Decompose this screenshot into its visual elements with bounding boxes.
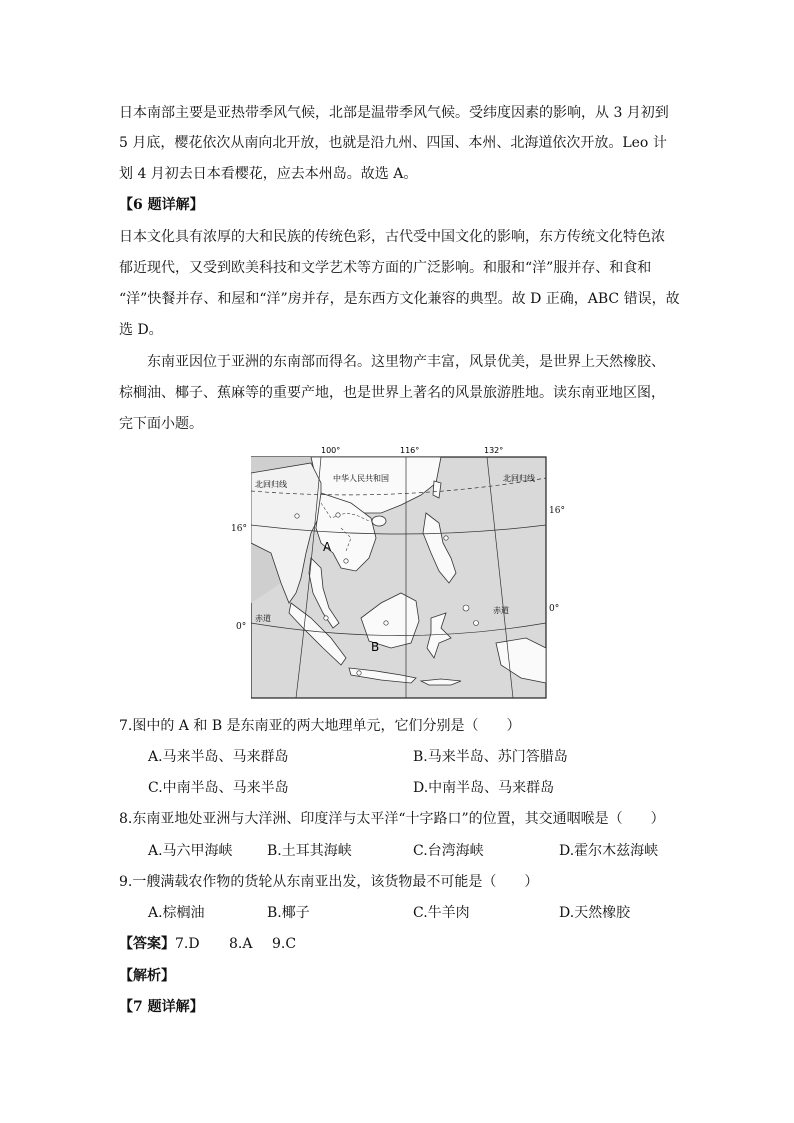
paragraph-line: 东南亚因位于亚洲的东南部而得名。这里物产丰富，风景优美，是世界上天然橡胶、 (147, 354, 665, 370)
question-option: B.椰子 (267, 905, 310, 921)
answer-item: 9.C (272, 936, 297, 952)
question-stem: 9.一艘满载农作物的货轮从东南亚出发，该货物最不可能是（ ） (119, 874, 539, 890)
region-label-b: B (371, 640, 380, 654)
paragraph-line: 选 D。 (119, 322, 163, 338)
latitude-label: 16° (231, 524, 247, 534)
question-option: C.中南半岛、马来半岛 (148, 780, 289, 796)
tropic-label: 北回归线 (255, 480, 287, 489)
capital-marker (444, 536, 448, 540)
paragraph-line: 日本文化具有浓厚的大和民族的传统色彩，古代受中国文化的影响，东方传统文化特色浓 (119, 229, 665, 245)
longitude-label: 100° (321, 446, 341, 455)
land-island (463, 605, 469, 611)
section-heading: 【7 题详解】 (119, 999, 204, 1015)
question-stem: 8.东南亚地处亚洲与大洋洲、印度洋与太平洋“十字路口”的位置，其交通咽喉是（ ） (119, 811, 665, 827)
question-option: B.马来半岛、苏门答腊岛 (413, 749, 568, 765)
answer-item: 7.D (175, 936, 200, 952)
equator-label: 赤道 (493, 606, 509, 615)
question-option: D.天然橡胶 (559, 905, 631, 921)
longitude-label: 132° (484, 446, 504, 455)
question-option: A.马六甲海峡 (148, 843, 233, 859)
paragraph-line: 郁近现代，又受到欧美科技和文学艺术等方面的广泛影响。和服和“洋”服并存、和食和 (119, 260, 652, 276)
paragraph-line: 5 月底，樱花依次从南向北开放，也就是沿九州、四国、本州、北海道依次开放。Leo 计 (119, 135, 667, 151)
question-option: A.棕榈油 (148, 905, 205, 921)
southeast-asia-map (251, 443, 547, 699)
paragraph-line: “洋”快餐并存、和屋和“洋”房并存，是东西方文化兼容的典型。故 D 正确，ABC 错误，故 (119, 291, 680, 307)
equator-label: 赤道 (255, 614, 271, 623)
question-option: D.霍尔木兹海峡 (559, 843, 659, 859)
paragraph-line: 棕榈油、椰子、蕉麻等的重要产地，也是世界上著名的风景旅游胜地。读东南亚地区图， (119, 385, 665, 401)
section-heading: 【6 题详解】 (119, 197, 204, 213)
capital-marker (384, 621, 388, 625)
capital-marker (344, 559, 348, 563)
question-option: C.台湾海峡 (413, 843, 484, 859)
land-island (474, 621, 479, 626)
latitude-label: 16° (549, 506, 565, 516)
capital-marker (324, 616, 328, 620)
paragraph-line: 日本南部主要是亚热带季风气候，北部是温带季风气候。受纬度因素的影响，从 3 月初到 (119, 105, 669, 121)
latitude-label: 0° (549, 604, 560, 614)
question-option: B.土耳其海峡 (267, 843, 352, 859)
answer-label: 【答案】 (119, 936, 175, 952)
longitude-label: 116° (400, 446, 420, 455)
capital-marker (295, 514, 299, 518)
answer-item: 8.A (229, 936, 253, 952)
region-label-a: A (323, 540, 332, 554)
analysis-label: 【解析】 (119, 968, 175, 984)
question-stem: 7.图中的 A 和 B 是东南亚的两大地理单元，它们分别是（ ） (119, 718, 521, 734)
latitude-label: 0° (236, 622, 247, 632)
paragraph-line: 完下面小题。 (119, 416, 203, 432)
question-option: C.牛羊肉 (413, 905, 470, 921)
country-label: 中华人民共和国 (333, 474, 389, 483)
capital-marker (336, 513, 340, 517)
question-option: A.马来半岛、马来群岛 (148, 749, 289, 765)
capital-marker (357, 671, 361, 675)
question-option: D.中南半岛、马来群岛 (413, 780, 555, 796)
land-hainan (372, 516, 386, 526)
paragraph-line: 划 4 月初去日本看樱花，应去本州岛。故选 A。 (119, 166, 418, 182)
tropic-label: 北回归线 (503, 474, 535, 483)
